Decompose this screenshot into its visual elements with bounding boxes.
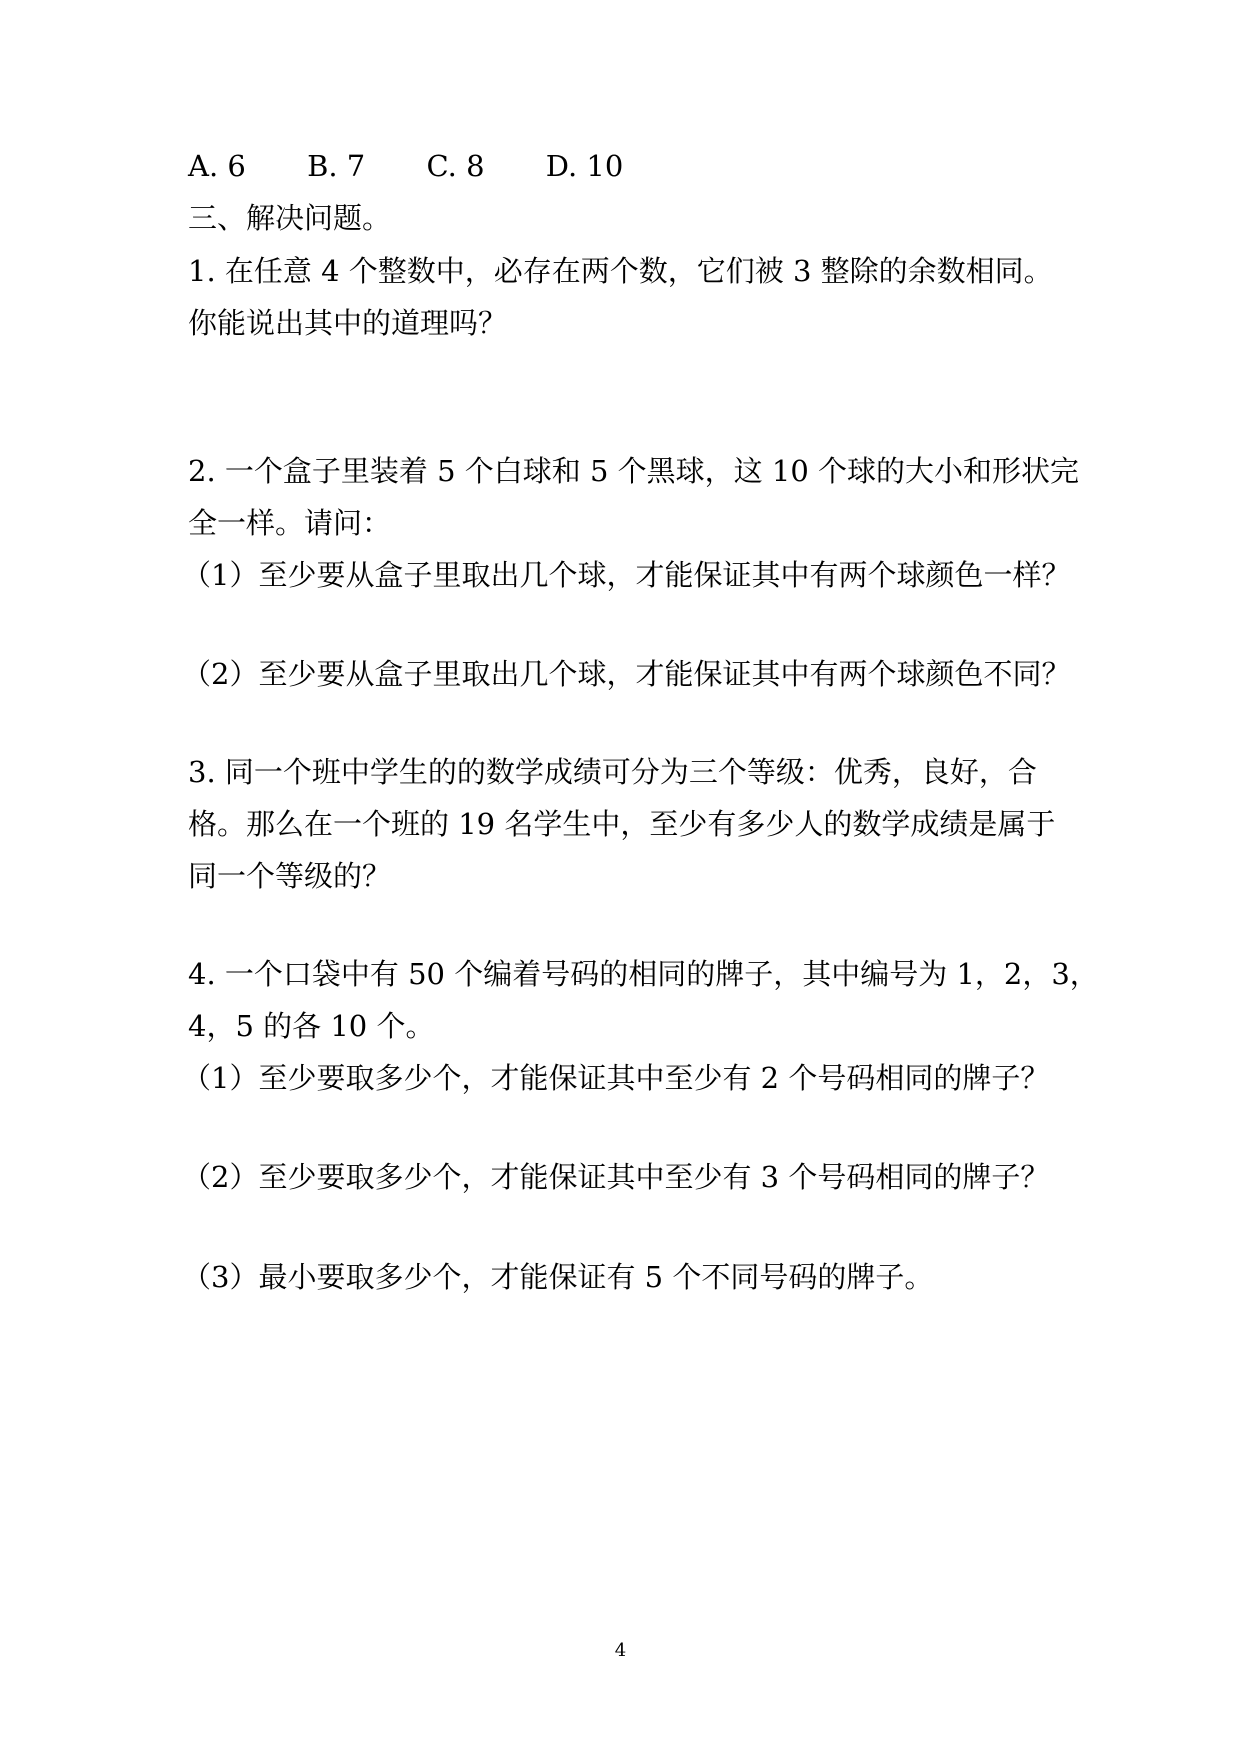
question-4-line-1: 4. 一个口袋中有 50 个编着号码的相同的牌子，其中编号为 1，2，3， — [188, 957, 1099, 991]
page-number: 4 — [614, 1640, 627, 1661]
question-2-sub-2: （2）至少要从盒子里取出几个球，才能保证其中有两个球颜色不同？ — [182, 657, 1071, 691]
question-2-sub-1: （1）至少要从盒子里取出几个球，才能保证其中有两个球颜色一样？ — [182, 558, 1071, 592]
option-a: A. 6 — [188, 149, 246, 183]
question-4-line-2: 4，5 的各 10 个。 — [188, 1009, 435, 1043]
question-4-sub-3: （3）最小要取多少个，才能保证有 5 个不同号码的牌子。 — [182, 1260, 934, 1294]
question-3-line-3: 同一个等级的？ — [188, 859, 392, 893]
section-title: 三、解决问题。 — [188, 201, 392, 235]
question-4-sub-2: （2）至少要取多少个，才能保证其中至少有 3 个号码相同的牌子？ — [182, 1160, 1050, 1194]
option-b: B. 7 — [307, 149, 366, 183]
option-c: C. 8 — [426, 149, 485, 183]
question-4-sub-1: （1）至少要取多少个，才能保证其中至少有 2 个号码相同的牌子？ — [182, 1061, 1050, 1095]
question-3-line-1: 3. 同一个班中学生的的数学成绩可分为三个等级：优秀，良好，合 — [188, 755, 1037, 789]
question-1-line-1: 1. 在任意 4 个整数中，必存在两个数，它们被 3 整除的余数相同。 — [188, 254, 1053, 288]
question-2-line-2: 全一样。请问： — [188, 506, 392, 540]
question-2-line-1: 2. 一个盒子里装着 5 个白球和 5 个黑球，这 10 个球的大小和形状完 — [188, 454, 1080, 488]
option-d: D. 10 — [545, 149, 624, 183]
question-3-line-2: 格。那么在一个班的 19 名学生中，至少有多少人的数学成绩是属于 — [188, 807, 1056, 841]
question-1-line-2: 你能说出其中的道理吗？ — [188, 306, 508, 340]
answer-options — [188, 149, 675, 183]
